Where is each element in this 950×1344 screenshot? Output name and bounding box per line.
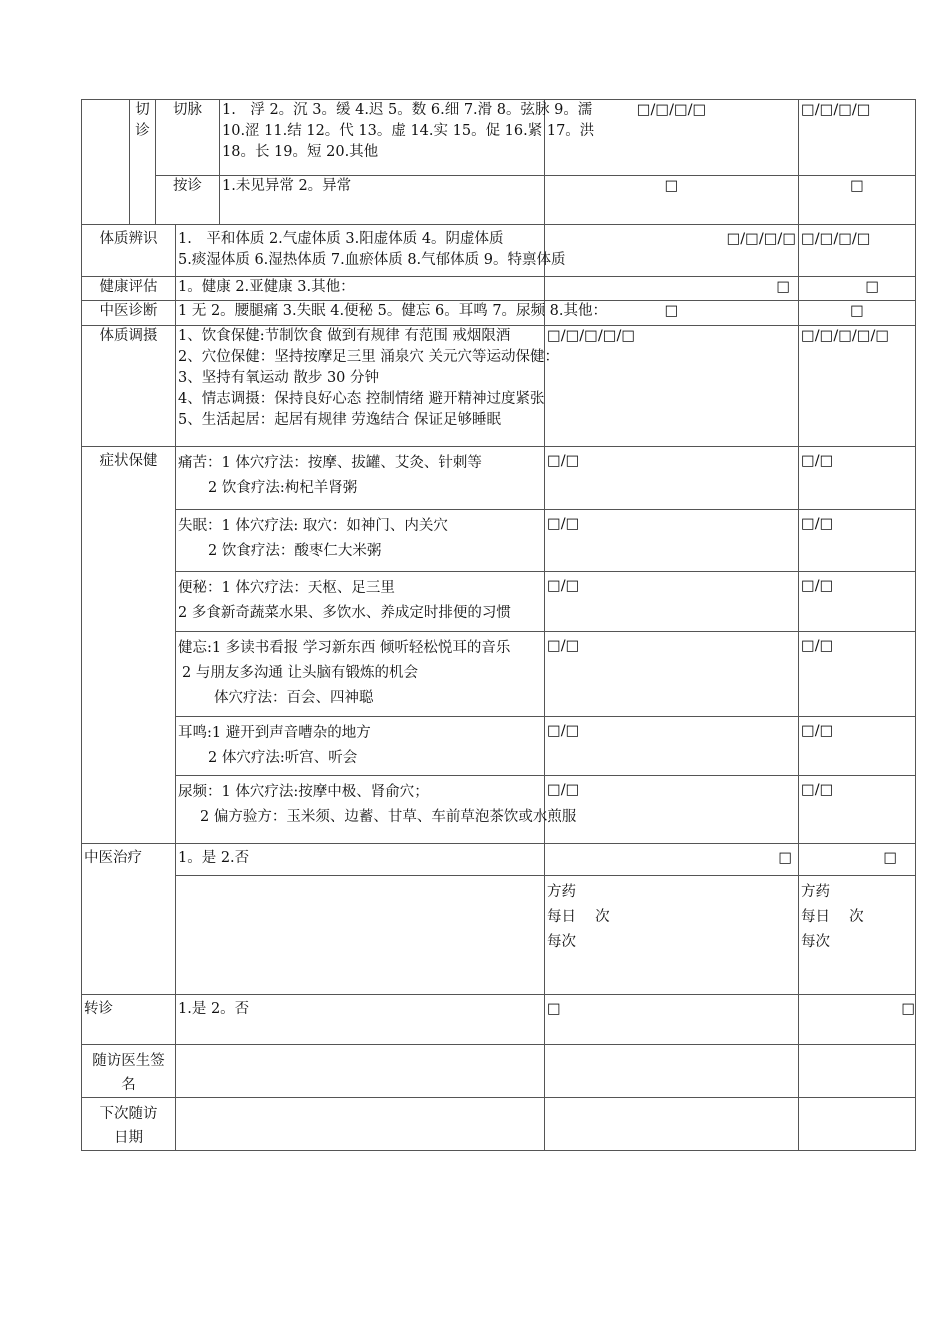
followup-table [81,99,916,1151]
label-jiankang: 健康评估 [82,277,176,301]
signature-field[interactable] [176,1045,545,1098]
prescription-visit1: 方药 每日 次 每次 [545,876,799,995]
checkbox-tongku-visit1[interactable]: □/□ [545,447,799,510]
checkbox-jianwang-visit2[interactable]: □/□ [799,632,916,717]
checkbox-zhiliao-visit2[interactable]: □ [799,844,916,876]
row-xiaci [82,1098,916,1151]
item-bianmi: 便秘：1 体穴疗法：天枢、足三里 2 多食新奇蔬菜水果、多饮水、养成定时排便的习惯 [176,572,545,632]
options-qiemai: 1. 浮 2。沉 3。缓 4.迟 5。数 6.细 7.滑 8。弦脉 9。濡 10.涩 11.结 12。代 13。虚 14.实 15。促 16.紧 17。洪 18。长 19。短 20.其他 [220,100,545,176]
item-tongku: 痛苦：1 体穴疗法：按摩、拔罐、艾灸、针刺等 2 饮食疗法:枸杞羊肾粥 [176,447,545,510]
item-niaopin: 尿频：1 体穴疗法:按摩中极、肾俞穴； 2 偏方验方：玉米须、边蓄、甘草、车前草泡茶饮或水煎服 [176,776,545,844]
options-tizhi: 1. 平和体质 2.气虚体质 3.阳虚体质 4。阴虚体质 5.痰湿体质 6.湿热体质 7.血瘀体质 8.气郁体质 9。特禀体质 [176,225,545,277]
row-zhengzhuang-tongku [82,447,916,510]
row-zhiliao [82,844,916,876]
row-qianming [82,1045,916,1098]
checkbox-anzhen-visit1[interactable]: □ [545,176,799,225]
row-zhiliao-fang [82,876,916,995]
signature-visit1[interactable] [545,1045,799,1098]
label-zhenduan: 中医诊断 [82,301,176,326]
row-zhenduan [82,301,916,326]
label-anzhen: 按诊 [156,176,220,225]
checkbox-zhenduan-visit1[interactable]: □ [545,301,799,326]
options-tiaoshe: 1、饮食保健:节制饮食 做到有规律 有范围 戒烟限酒 2、穴位保健：坚持按摩足三里 涌泉穴 关元穴等运动保健： 3、坚持有氧运动 散步 30 分钟 4、情志调摄：保持良好心态 控制情绪 避开精神过度紧张 5、生活起居：起居有规律 劳逸结合 保证足够睡眠 [176,326,545,447]
checkbox-shimian-visit2[interactable]: □/□ [799,510,916,572]
label-zhengzhuang: 症状保健 [82,447,176,844]
row-zhengzhuang-niaopin [82,776,916,844]
checkbox-tizhi-visit1[interactable]: □/□/□/□ [545,225,799,277]
row-zhengzhuang-erming [82,717,916,776]
checkbox-tizhi-visit2[interactable]: □/□/□/□ [799,225,916,277]
options-zhiliao: 1。是 2.否 [176,844,545,876]
label-zhiliao: 中医治疗 [82,844,176,995]
checkbox-qiemai-visit1[interactable]: □/□/□/□ [545,100,799,176]
row-zhengzhuang-bianmi [82,572,916,632]
row-qiemai [82,100,916,176]
checkbox-tongku-visit2[interactable]: □/□ [799,447,916,510]
checkbox-bianmi-visit2[interactable]: □/□ [799,572,916,632]
checkbox-jianwang-visit1[interactable]: □/□ [545,632,799,717]
blank-cell [176,876,545,995]
next-date-visit2[interactable] [799,1098,916,1151]
checkbox-niaopin-visit1[interactable]: □/□ [545,776,799,844]
options-anzhen: 1.未见异常 2。异常 [220,176,545,225]
checkbox-qiemai-visit2[interactable]: □/□/□/□ [799,100,916,176]
section-label-qiezhen [130,100,156,225]
checkbox-zhuanzhen-visit2[interactable]: □ [799,995,916,1045]
row-zhengzhuang-shimian [82,510,916,572]
prescription-visit2: 方药 每日 次 每次 [799,876,916,995]
item-erming: 耳鸣:1 避开到声音嘈杂的地方 2 体穴疗法:听宫、听会 [176,717,545,776]
label-qiemai: 切脉 [156,100,220,176]
blank-cell [82,100,130,225]
label-zhuanzhen: 转诊 [82,995,176,1045]
options-zhenduan: 1 无 2。腰腿痛 3.失眠 4.便秘 5。健忘 6。耳鸣 7。尿频 8.其他： [176,301,545,326]
label-tizhi: 体质辨识 [82,225,176,277]
options-zhuanzhen: 1.是 2。否 [176,995,545,1045]
checkbox-niaopin-visit2[interactable]: □/□ [799,776,916,844]
options-jiankang: 1。健康 2.亚健康 3.其他： [176,277,545,301]
item-shimian: 失眠：1 体穴疗法: 取穴：如神门、内关穴 2 饮食疗法：酸枣仁大米粥 [176,510,545,572]
checkbox-zhuanzhen-visit1[interactable]: □ [545,995,799,1045]
next-date-visit1[interactable] [545,1098,799,1151]
followup-form [81,99,916,1151]
item-jianwang: 健忘:1 多读书看报 学习新东西 倾听轻松悦耳的音乐 2 与朋友多沟通 让头脑有锻炼的机会 体穴疗法：百会、四神聪 [176,632,545,717]
checkbox-jiankang-visit2[interactable]: □ [799,277,916,301]
row-tizhi [82,225,916,277]
checkbox-zhiliao-visit1[interactable]: □ [545,844,799,876]
checkbox-jiankang-visit1[interactable]: □ [545,277,799,301]
signature-visit2[interactable] [799,1045,916,1098]
checkbox-anzhen-visit2[interactable]: □ [799,176,916,225]
next-date-field[interactable] [176,1098,545,1151]
checkbox-tiaoshe-visit2[interactable]: □/□/□/□/□ [799,326,916,447]
section-label-text: 切诊 [135,102,150,139]
row-zhuanzhen [82,995,916,1045]
checkbox-zhenduan-visit2[interactable]: □ [799,301,916,326]
label-tiaoshe: 体质调摄 [82,326,176,447]
checkbox-erming-visit1[interactable]: □/□ [545,717,799,776]
label-xiaci: 下次随访日期 [82,1098,176,1151]
checkbox-tiaoshe-visit1[interactable]: □/□/□/□/□ [545,326,799,447]
checkbox-shimian-visit1[interactable]: □/□ [545,510,799,572]
checkbox-erming-visit2[interactable]: □/□ [799,717,916,776]
row-zhengzhuang-jianwang [82,632,916,717]
label-qianming: 随访医生签名 [82,1045,176,1098]
row-jiankang [82,277,916,301]
row-anzhen [82,176,916,225]
checkbox-bianmi-visit1[interactable]: □/□ [545,572,799,632]
row-tiaoshe [82,326,916,447]
